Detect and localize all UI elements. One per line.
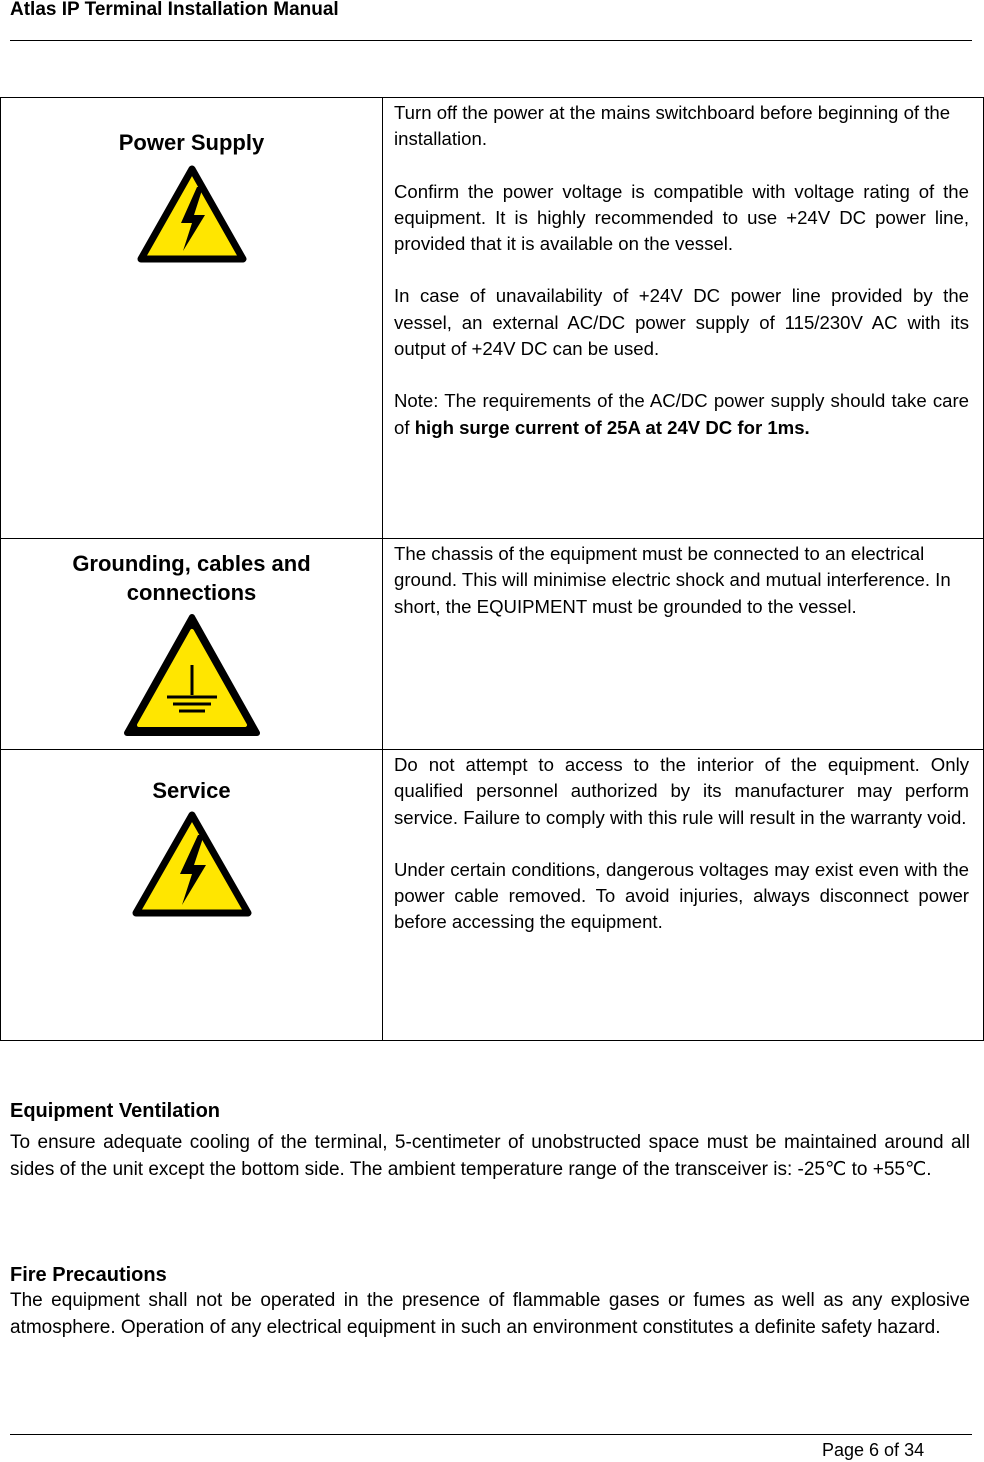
table-row <box>1 539 984 750</box>
header-divider <box>10 40 972 41</box>
power-supply-description <box>383 98 984 539</box>
document-title: Atlas IP Terminal Installation Manual <box>10 0 339 20</box>
page-number: Page 6 of 34 <box>822 1440 925 1460</box>
power-supply-cell <box>1 98 383 539</box>
paragraph: Confirm the power voltage is compatible with voltage rating of the equipment. It is highly recommended to use +24V DC power line, provided that it is available on the vessel. <box>394 180 969 255</box>
footer-divider <box>10 1434 972 1435</box>
paragraph: Turn off the power at the mains switchboard before beginning of the installation. <box>394 102 951 150</box>
table-row <box>1 98 984 539</box>
ground-symbol-warning-icon <box>123 613 261 739</box>
paragraph: Under certain conditions, dangerous voltages may exist even with the power cable removed. To avoid injuries, always disconnect power before accessing the equipment. <box>394 858 969 933</box>
grounding-cell <box>1 539 383 750</box>
ventilation-text: To ensure adequate cooling of the terminal, 5-centimeter of unobstructed space must be maintained around all sides of the unit except the bottom side. The ambient temperature range of the transceiver is: -25℃ to +55℃. <box>10 1132 970 1180</box>
grounding-title: Grounding, cables and connections <box>72 551 311 605</box>
service-description <box>383 750 984 1041</box>
power-supply-title: Power Supply <box>118 130 265 155</box>
high-voltage-warning-icon <box>137 165 247 263</box>
note-text: Note: The requirements of the AC/DC power supply should take care of <box>394 390 969 438</box>
table-row <box>1 750 984 1041</box>
service-cell <box>1 750 383 1041</box>
fire-heading: Fire Precautions <box>10 1264 167 1286</box>
paragraph: The chassis of the equipment must be connected to an electrical ground. This will minimise electric shock and mutual interference. In short, the EQUIPMENT must be grounded to the vessel. <box>394 543 951 617</box>
fire-text: The equipment shall not be operated in the presence of flammable gases or fumes as well as any explosive atmosphere. Operation of any electrical equipment in such an environment constitutes a definite safety hazard. <box>10 1290 970 1338</box>
note-emphasis: high surge current of 25A at 24V DC for 1ms. <box>414 416 810 438</box>
ventilation-heading: Equipment Ventilation <box>10 1100 221 1122</box>
grounding-description <box>383 539 984 750</box>
paragraph: Do not attempt to access to the interior of the equipment. Only qualified personnel authorized by its manufacturer may perform service. Failure to comply with this rule will result in the warranty void. <box>394 754 969 828</box>
safety-table <box>0 97 984 1041</box>
paragraph: In case of unavailability of +24V DC power line provided by the vessel, an external AC/DC power supply of 115/230V AC with its output of +24V DC can be used. <box>394 285 969 360</box>
service-title: Service <box>152 778 231 803</box>
note-paragraph <box>394 388 969 441</box>
high-voltage-warning-icon <box>132 811 252 917</box>
